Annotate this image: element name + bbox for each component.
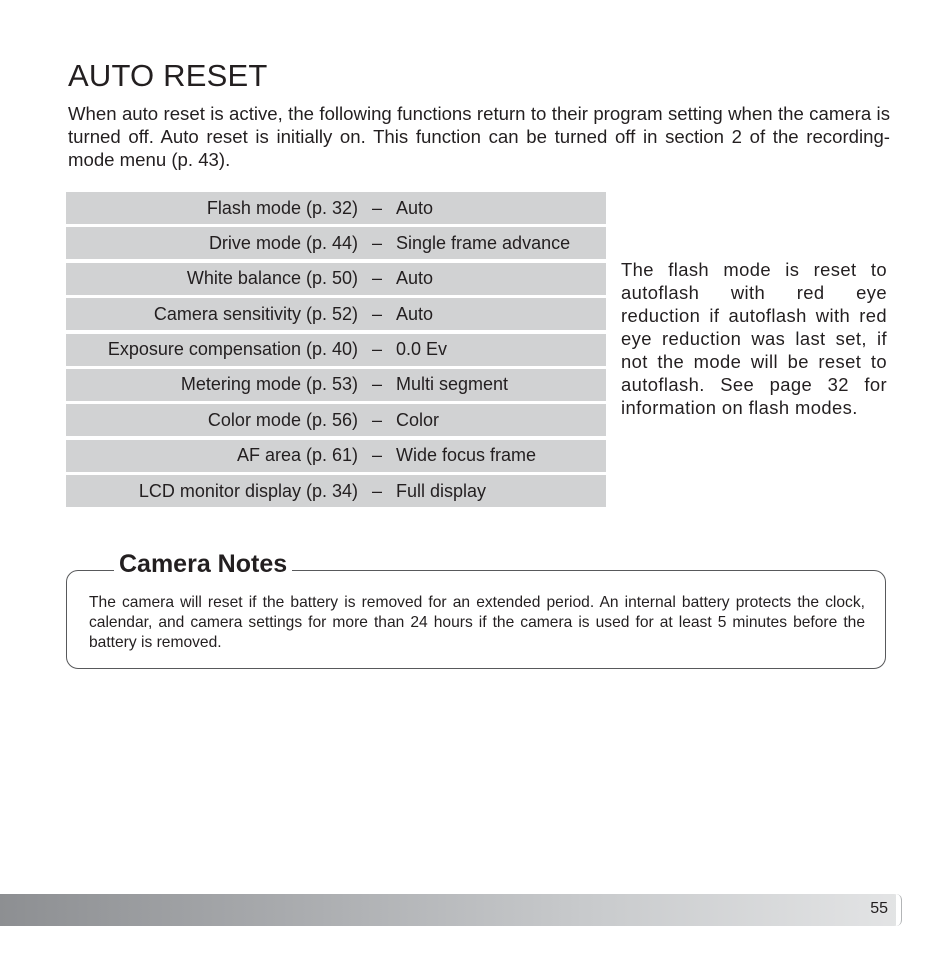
separator-dash: – — [371, 374, 382, 395]
setting-value: Auto — [396, 303, 434, 324]
separator-dash: – — [371, 445, 382, 466]
table-row — [66, 227, 606, 259]
separator-dash: – — [371, 197, 382, 218]
setting-label: Camera sensitivity (p. 52) — [153, 303, 358, 324]
separator-dash: – — [371, 339, 382, 360]
setting-label: AF area (p. 61) — [236, 445, 358, 466]
setting-label: Exposure compensation (p. 40) — [107, 339, 358, 360]
setting-label: Drive mode (p. 44) — [208, 232, 358, 253]
table-row — [66, 475, 606, 507]
page-title: AUTO RESET — [68, 58, 268, 93]
setting-label: White balance (p. 50) — [186, 268, 358, 289]
reset-settings-table — [66, 192, 606, 511]
footer-bar-edge — [896, 894, 902, 926]
table-row — [66, 369, 606, 401]
setting-value: Color — [396, 409, 440, 430]
table-row — [66, 334, 606, 366]
setting-label: Flash mode (p. 32) — [206, 197, 358, 218]
separator-dash: – — [371, 303, 382, 324]
separator-dash: – — [371, 268, 382, 289]
camera-notes-title: Camera Notes — [114, 550, 292, 579]
flash-mode-note: The flash mode is reset to autoflash with red eye reduction if autoflash with red eye reduction was last set, if not the mode will be reset to autoflash. See page 32 for information on flash modes. — [621, 259, 887, 418]
separator-dash: – — [371, 409, 382, 430]
intro-paragraph: When auto reset is active, the following functions return to their program setting when the camera is turned off. Auto reset is initially on. This function can be turned off in section 2 of the recording-mode menu (p. 43). — [68, 103, 890, 170]
setting-value: Auto — [396, 197, 434, 218]
setting-value: Single frame advance — [396, 232, 571, 253]
table-row — [66, 440, 606, 472]
table-row — [66, 298, 606, 330]
setting-label: Metering mode (p. 53) — [180, 374, 358, 395]
table-row — [66, 192, 606, 224]
setting-value: 0.0 Ev — [396, 339, 448, 360]
camera-notes-text: The camera will reset if the battery is removed for an extended period. An internal battery protects the clock, calendar, and camera settings for more than 24 hours if the camera is used for at least 5 minutes before the battery is removed. — [89, 594, 865, 651]
separator-dash: – — [371, 480, 382, 501]
setting-label: Color mode (p. 56) — [207, 409, 358, 430]
setting-label: LCD monitor display (p. 34) — [138, 480, 358, 501]
page-number: 55 — [870, 900, 888, 917]
setting-value: Multi segment — [396, 374, 509, 395]
table-row — [66, 263, 606, 295]
setting-value: Full display — [396, 480, 487, 501]
setting-value: Auto — [396, 268, 434, 289]
separator-dash: – — [371, 232, 382, 253]
table-row — [66, 404, 606, 436]
setting-value: Wide focus frame — [396, 445, 537, 466]
footer-gradient-bar — [0, 894, 900, 926]
